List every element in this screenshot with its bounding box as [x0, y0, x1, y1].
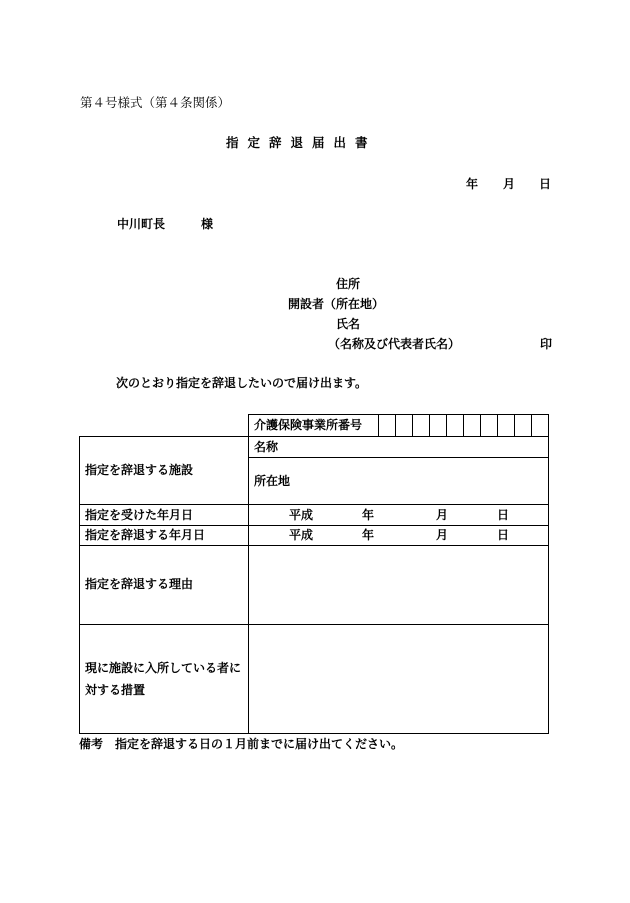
- remarks-note: 備考 指定を辞退する日の１月前までに届け出てください。: [79, 737, 404, 751]
- designated-month: 月: [436, 508, 449, 522]
- table-border: [79, 525, 549, 526]
- number-digit-box: [480, 414, 481, 436]
- table-border: [79, 624, 549, 625]
- measures-label-line2: 対する措置: [85, 683, 146, 697]
- designated-year: 年: [362, 508, 375, 522]
- designated-day: 日: [497, 508, 510, 522]
- table-border: [248, 457, 549, 458]
- form-number: 第４号様式（第４条関係）: [80, 95, 231, 110]
- number-digit-box: [412, 414, 413, 436]
- facility-location-label: 所在地: [254, 474, 291, 488]
- facility-name-label: 名称: [254, 440, 279, 454]
- date-month-label: 月: [503, 177, 516, 191]
- applicant-establisher-label: 開設者（所在地）: [288, 297, 385, 311]
- number-digit-box: [514, 414, 515, 436]
- table-border: [248, 414, 549, 415]
- withdraw-year: 年: [362, 528, 375, 542]
- number-digit-box: [463, 414, 464, 436]
- table-border: [79, 504, 549, 505]
- withdraw-month: 月: [436, 528, 449, 542]
- withdraw-date-label: 指定を辞退する年月日: [85, 528, 206, 542]
- number-digit-box: [446, 414, 447, 436]
- table-border: [79, 733, 549, 734]
- table-border: [79, 436, 80, 734]
- number-digit-box: [429, 414, 430, 436]
- seal-mark: 印: [540, 337, 553, 351]
- number-digit-box: [395, 414, 396, 436]
- facility-label: 指定を辞退する施設: [85, 463, 194, 477]
- business-number-label: 介護保険事業所番号: [254, 418, 363, 432]
- table-border: [248, 414, 249, 734]
- reason-label: 指定を辞退する理由: [85, 577, 194, 591]
- intro-text: 次のとおり指定を辞退したいので届け出ます。: [116, 376, 368, 390]
- date-day-label: 日: [539, 177, 552, 191]
- withdraw-day: 日: [497, 528, 510, 542]
- withdraw-era: 平成: [289, 528, 314, 542]
- designated-date-label: 指定を受けた年月日: [85, 508, 194, 522]
- applicant-name-note: （名称及び代表者氏名）: [328, 337, 461, 351]
- measures-label-line1: 現に施設に入所している者に: [85, 661, 242, 675]
- table-border: [79, 545, 549, 546]
- table-border: [548, 414, 549, 734]
- applicant-name-label: 氏名: [336, 317, 361, 331]
- number-digit-box: [378, 414, 379, 436]
- addressee-name: 中川町長: [117, 217, 166, 231]
- date-year-label: 年: [466, 177, 479, 191]
- applicant-address-label: 住所: [336, 277, 361, 291]
- designated-era: 平成: [289, 508, 314, 522]
- number-digit-box: [531, 414, 532, 436]
- table-border: [79, 436, 549, 437]
- addressee-honorific: 様: [201, 217, 214, 231]
- document-title: 指定辞退届出書: [226, 135, 377, 150]
- number-digit-box: [497, 414, 498, 436]
